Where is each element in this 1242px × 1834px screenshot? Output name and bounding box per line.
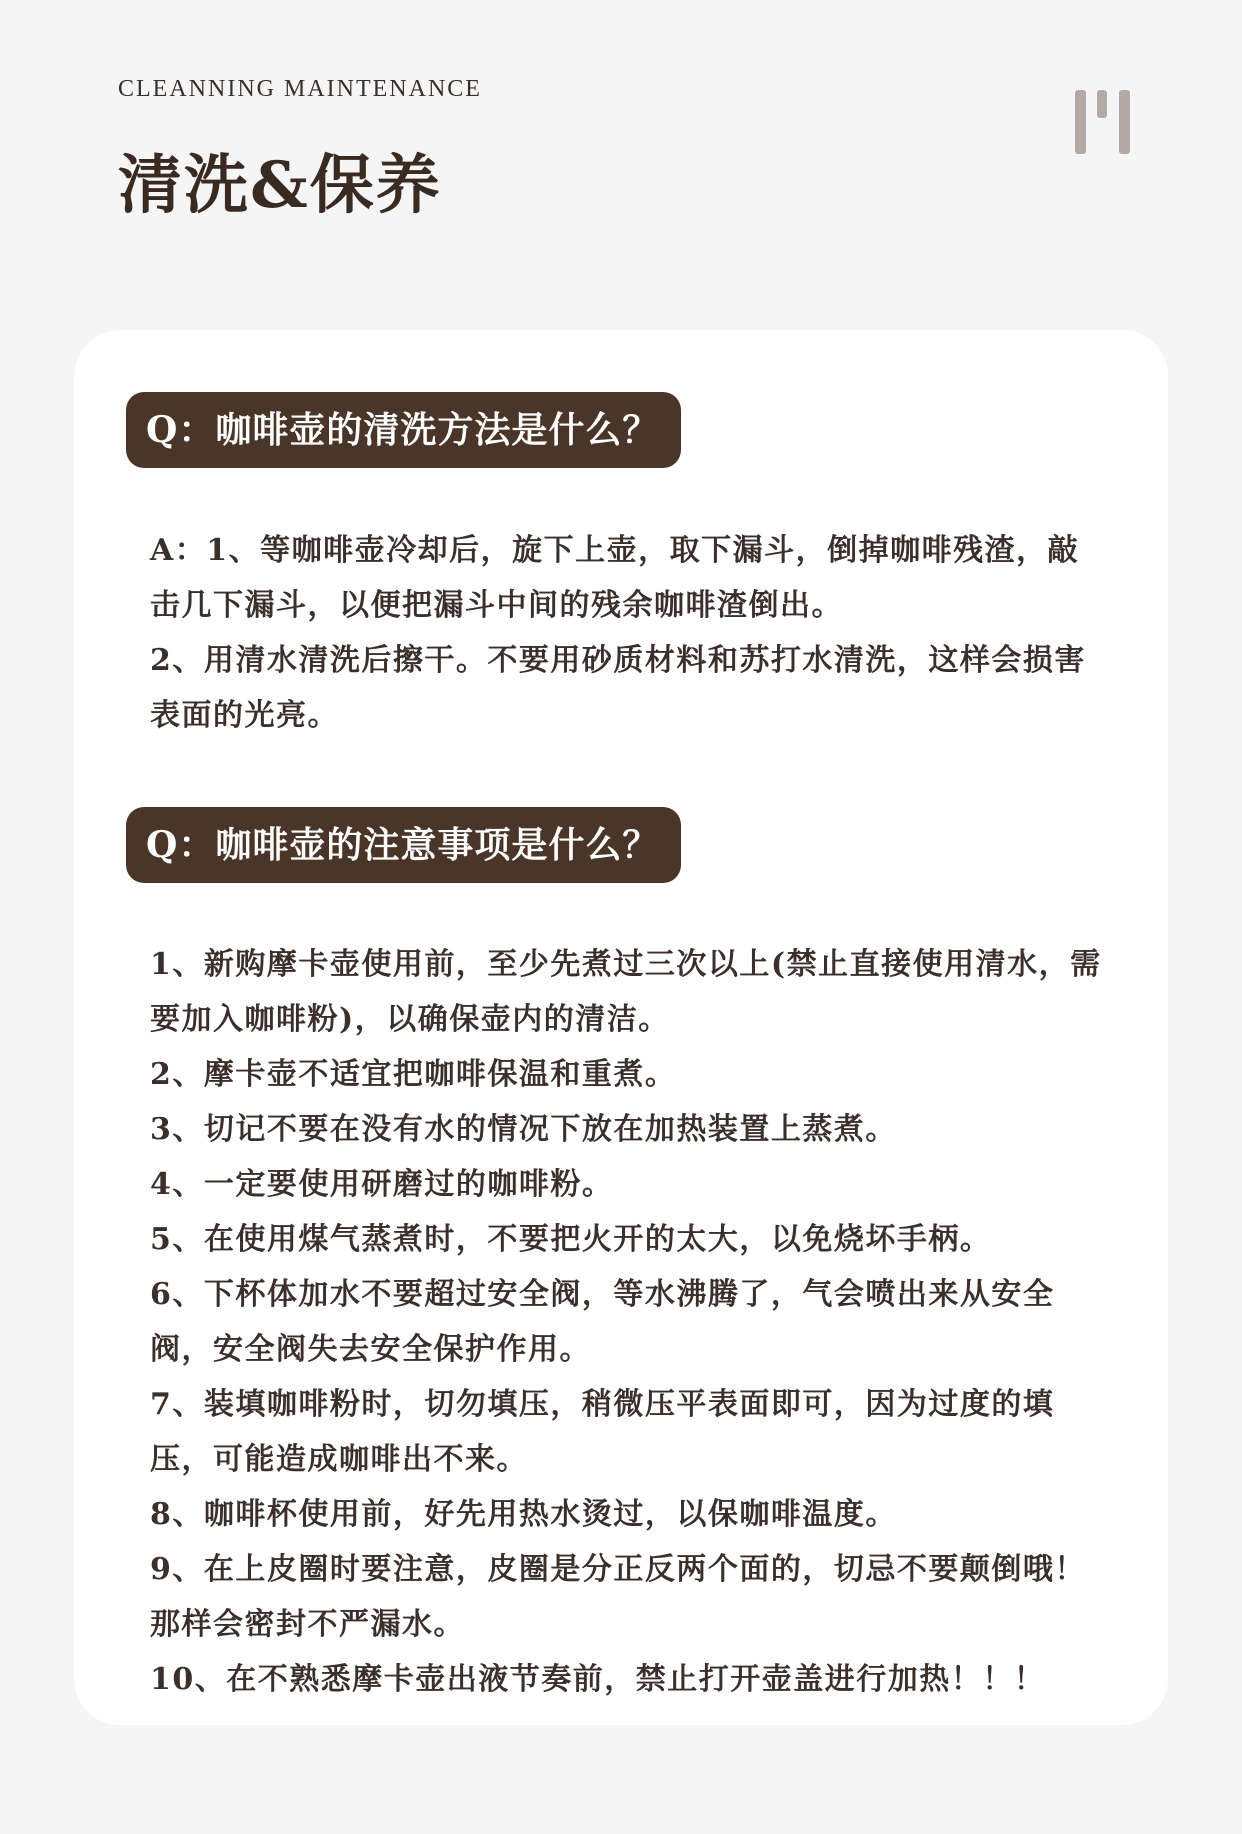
answer-paragraph: 3、切记不要在没有水的情况下放在加热装置上蒸煮。 — [150, 1112, 897, 1147]
page-title: 清洗&保养 — [118, 148, 442, 223]
answer-paragraph: 9、在上皮圈时要注意，皮圈是分正反两个面的，切忌不要颠倒哦！那样会密封不严漏水。 — [150, 1552, 1086, 1642]
answer-paragraph: 8、咖啡杯使用前，好先用热水烫过，以保咖啡温度。 — [150, 1497, 897, 1532]
question-pill: Q：咖啡壶的清洗方法是什么？ — [126, 392, 681, 468]
bars-logo-icon — [1075, 90, 1133, 154]
answer-paragraph: 1、新购摩卡壶使用前，至少先煮过三次以上(禁止直接使用清水，需要加入咖啡粉)，以确保壶内的清洁。 — [150, 947, 1102, 1037]
faq-card — [74, 330, 1168, 1725]
eyebrow-text: CLEANNING MAINTENANCE — [118, 76, 482, 102]
question-pill: Q：咖啡壶的注意事项是什么？ — [126, 807, 681, 883]
answer-paragraph: 7、装填咖啡粉时，切勿填压，稍微压平表面即可，因为过度的填压，可能造成咖啡出不来。 — [150, 1387, 1055, 1477]
faq-section-cleaning — [126, 392, 1116, 743]
answer-paragraph: 10、在不熟悉摩卡壶出液节奏前，禁止打开壶盖进行加热！！！ — [150, 1662, 1046, 1697]
answer-paragraph: A：1、等咖啡壶冷却后，旋下上壶，取下漏斗，倒掉咖啡残渣，敲击几下漏斗，以便把漏斗中间的残余咖啡渣倒出。 — [150, 533, 1080, 623]
answer-paragraph: 5、在使用煤气蒸煮时，不要把火开的太大，以免烧坏手柄。 — [150, 1222, 992, 1257]
logo-bar-middle — [1097, 90, 1107, 118]
logo-bar-right — [1119, 90, 1130, 154]
answer-paragraph: 6、下杯体加水不要超过安全阀，等水沸腾了，气会喷出来从安全阀，安全阀失去安全保护作用。 — [150, 1277, 1055, 1367]
answer-block — [126, 523, 1116, 743]
answer-block — [126, 937, 1116, 1707]
answer-paragraph: 2、用清水清洗后擦干。不要用砂质材料和苏打水清洗，这样会损害表面的光亮。 — [150, 643, 1086, 733]
answer-paragraph: 2、摩卡壶不适宜把咖啡保温和重煮。 — [150, 1057, 677, 1092]
faq-section-precautions — [126, 807, 1116, 1707]
logo-bar-left — [1075, 90, 1086, 154]
answer-paragraph: 4、一定要使用研磨过的咖啡粉。 — [150, 1167, 614, 1202]
